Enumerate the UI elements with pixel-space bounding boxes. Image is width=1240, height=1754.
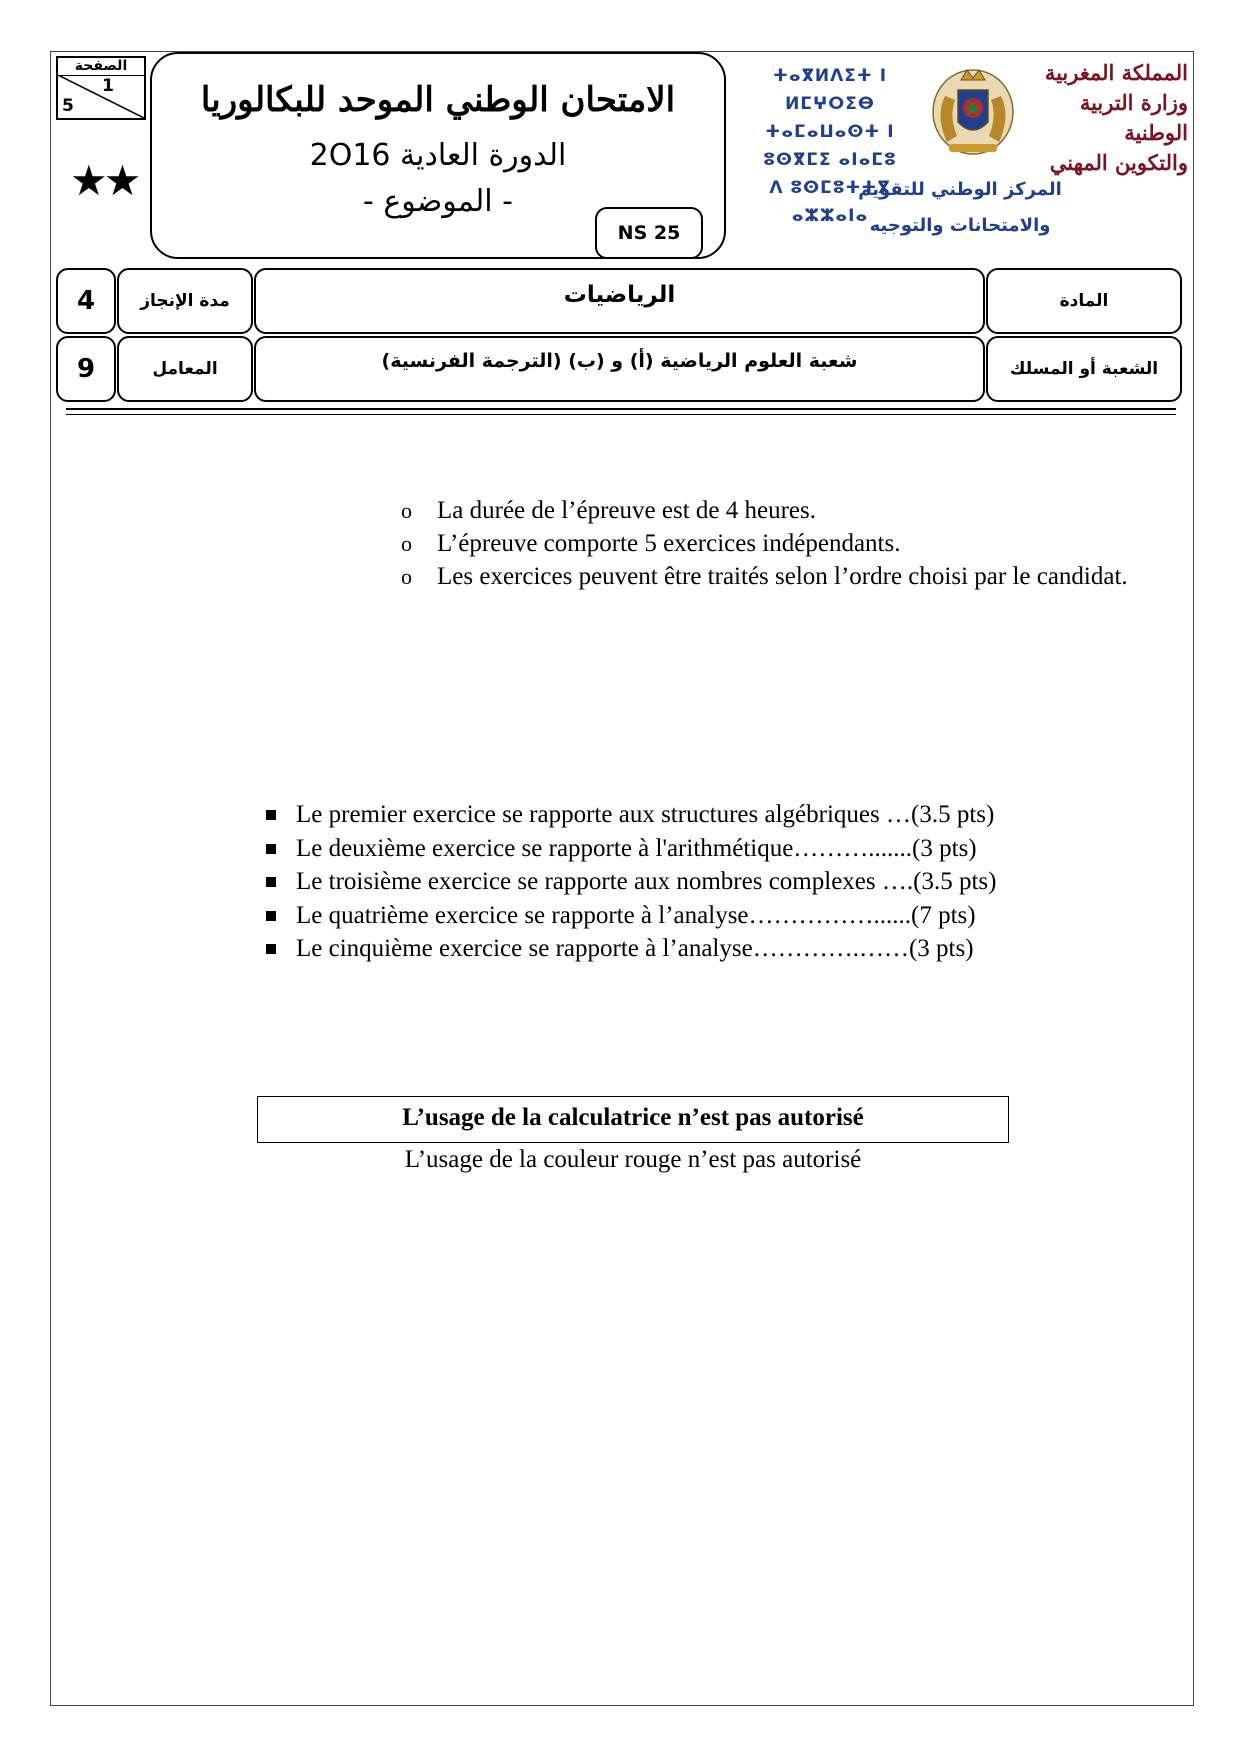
square-bullet-icon [266,844,276,854]
ministry-line-3: والتكوين المهني [1049,150,1188,175]
exercise-text: Le cinquième exercice se rapporte à l’analyse………….……(3 pts) [296,935,974,962]
center-line-2: والامتحانات والتوجيه [869,215,1051,236]
header-rule [66,408,1176,410]
subject-field-label: المادة [986,268,1182,334]
instruction-item [395,494,1135,527]
exercise-text: Le deuxième exercice se rapporte à l'arithmétique……….......(3 pts) [296,834,977,862]
square-bullet-icon [266,944,276,954]
difficulty-stars: ★★ [70,156,138,205]
exercise-item [262,798,1132,832]
instructions-list [395,494,1135,593]
exercise-text: Le troisième exercice se rapporte aux nombres complexes ….(3.5 pts) [296,868,997,895]
exercise-item [262,832,1132,866]
circle-bullet-icon: o [401,498,412,523]
ministry-name-arabic [1010,58,1188,178]
branch-value: شعبة العلوم الرياضية (أ) و (ب) (الترجمة الفرنسية) [254,336,985,402]
square-bullet-icon [266,810,276,820]
square-bullet-icon [266,911,276,921]
duration-label: مدة الإنجاز [117,268,253,334]
tifinagh-line-2: ⵜⴰⵎⴰⵡⴰⵙⵜ ⵏ ⵓⵙⴳⵎⵉ ⴰⵏⴰⵎⵓ [763,122,897,170]
ministry-line-2: وزارة التربية الوطنية [1079,90,1188,145]
instruction-text: L’épreuve comporte 5 exercices indépendants. [437,530,901,557]
circle-bullet-icon: o [401,531,412,556]
coefficient-value: 9 [56,336,116,402]
national-center-name [850,172,1070,244]
coefficient-label: المعامل [117,336,253,402]
circle-bullet-icon: o [401,564,412,589]
instruction-text: La durée de l’épreuve est de 4 heures. [437,497,816,524]
exercise-text: Le quatrième exercice se rapporte à l’analyse……………......(7 pts) [296,901,976,929]
exam-title: الامتحان الوطني الموحد للبكالوريا [200,80,676,120]
exercise-text: Le premier exercice se rapporte aux structures algébriques …(3.5 pts) [296,801,995,828]
calculator-notice: L’usage de la calculatrice n’est pas autorisé [257,1096,1009,1143]
center-line-1: المركز الوطني للتقويم [858,179,1062,200]
current-page: 1 [102,76,114,96]
page-number-box [56,56,146,120]
exercise-item [262,932,1132,966]
exercise-list [262,798,1132,966]
instruction-text: Les exercices peuvent être traités selon l’ordre choisi par le candidat. [437,563,1128,590]
tifinagh-line-1: ⵜⴰⴳⵍⴷⵉⵜ ⵏ ⵍⵎⵖⵔⵉⴱ [772,66,888,114]
header-rule-thin [66,414,1176,415]
exercise-item [262,899,1132,933]
subject-value: الرياضيات [254,268,985,334]
instruction-item [395,527,1135,560]
exam-session: الدورة العادية 2O16 [309,138,567,173]
branch-label: الشعبة أو المسلك [986,336,1182,402]
tifinagh-line-3: ⴷ ⵓⵙⵎⵓⵜⵜⴳ ⴰⵣⵣⴰⵏⴰ [769,178,891,226]
duration-value: 4 [56,268,116,334]
page-label: الصفحة [58,58,144,76]
square-bullet-icon [266,877,276,887]
moroccan-coat-of-arms-icon [925,56,1021,160]
kingdom-name: المملكة المغربية [1044,60,1188,85]
total-pages: 5 [62,96,74,116]
instruction-item [395,560,1135,593]
exercise-item [262,865,1132,899]
subject-label: - الموضوع - [363,184,513,219]
red-ink-notice: L’usage de la couleur rouge n’est pas autorisé [404,1146,862,1173]
exam-code: NS 25 [595,207,703,259]
